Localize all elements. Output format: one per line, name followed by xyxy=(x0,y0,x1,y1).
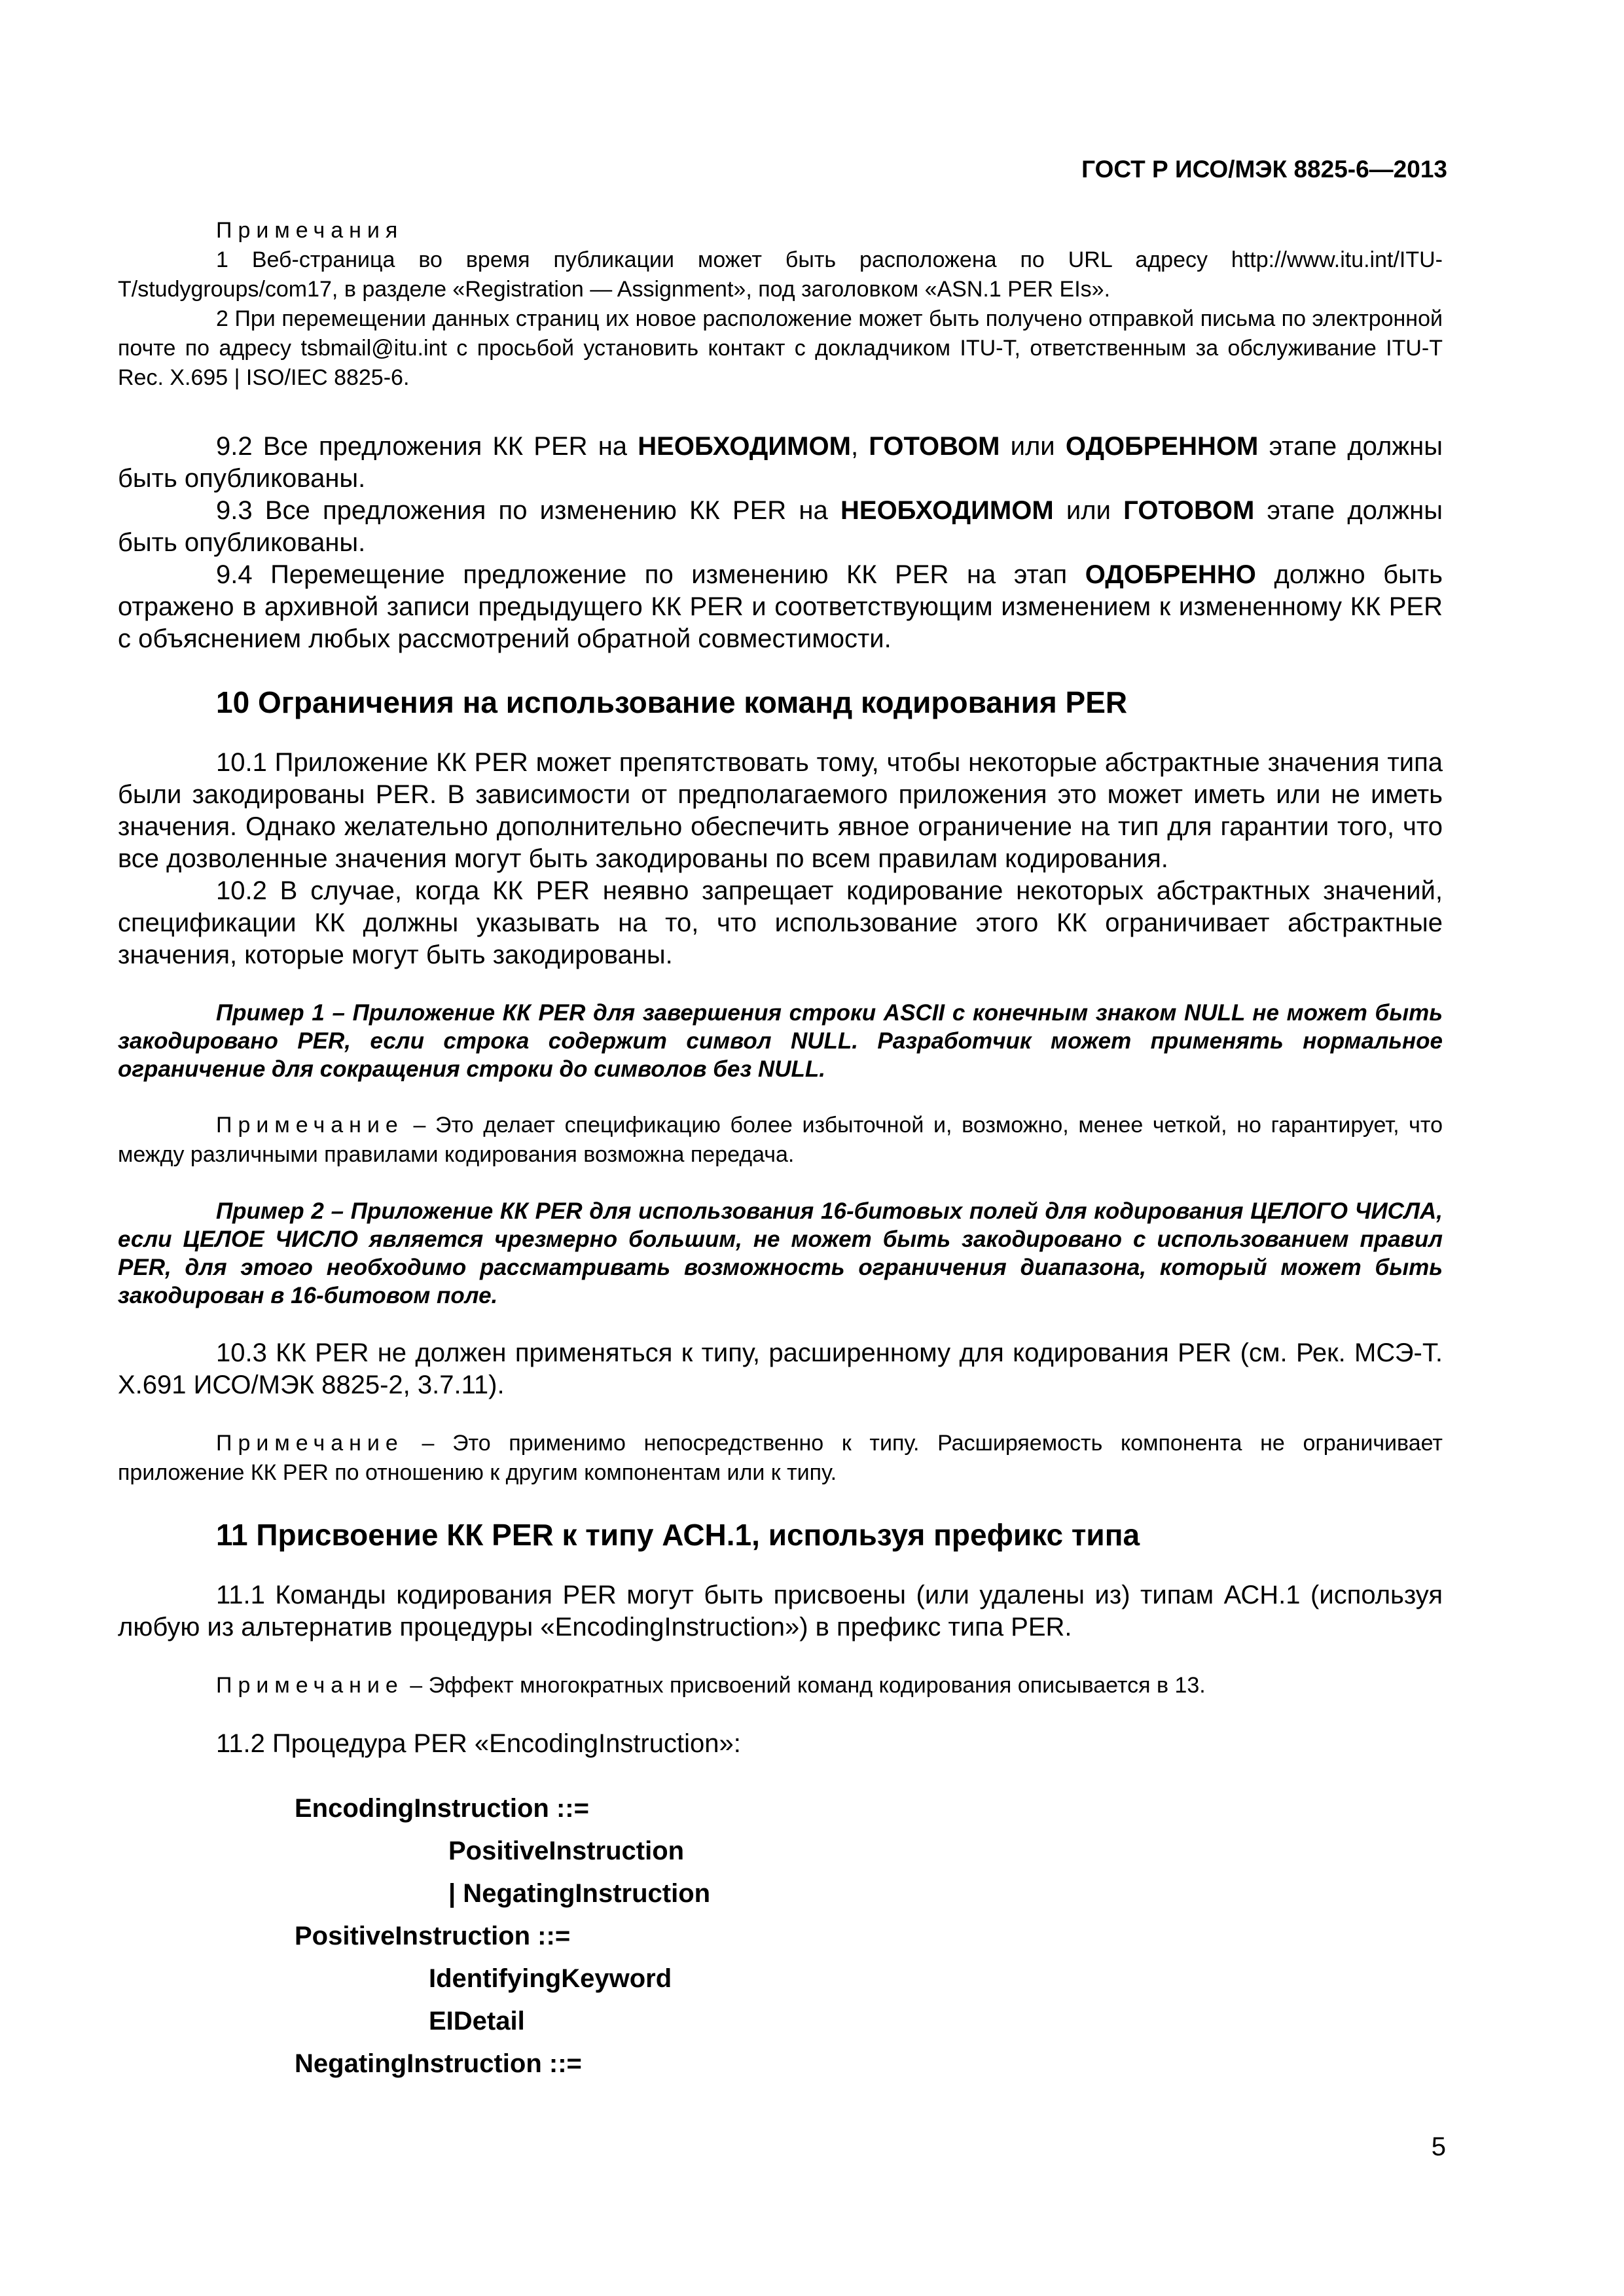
example-1-text: Пример 1 – Приложение КК PER для завершения строки ASCII с конечным знаком NULL не может быть закодировано PER, если строка содержит символ NULL. Разработчик может применять нормальное ограничение для сокращения строки до символов без NULL. xyxy=(118,1000,1443,1082)
asn1-code-block xyxy=(118,1787,1443,2085)
section-11-heading: 11 Присвоение КК PER к типу АСН.1, используя префикс типа xyxy=(216,1518,1140,1552)
page-number: 5 xyxy=(1431,2132,1446,2161)
code-line-3: | NegatingInstruction xyxy=(448,1879,711,1908)
paragraph-9-4: 9.4 Перемещение предложение по изменению КК PER на этап ОДОБРЕННО должно быть отражено в архивной записи предыдущего КК PER и соответствующим изменением к измененному КК PER с объяснением любых рассмотрений обратной совместимости. xyxy=(118,560,1443,653)
note-block-3 xyxy=(118,1429,1443,1488)
code-line-4: PositiveInstruction ::= xyxy=(295,1922,571,1950)
example-1 xyxy=(118,999,1443,1083)
paragraph-10-2: 10.2 В случае, когда КК PER неявно запрещает кодирование некоторых абстрактных значений, спецификации КК должны указывать на то, что использование этого КК ограничивает абстрактные значения, которые могут быть закодированы. xyxy=(118,876,1443,969)
paragraph-11-1-block xyxy=(118,1579,1443,1643)
notes-block-1 xyxy=(118,216,1443,393)
code-line-2: PositiveInstruction xyxy=(448,1837,685,1865)
paragraph-10-3: 10.3 КК PER не должен применяться к типу, расширенному для кодирования PER (см. Рек. МСЭ-Т. Х.691 ИСО/МЭК 8825-2, 3.7.11). xyxy=(118,1338,1443,1399)
paragraph-11-1: 11.1 Команды кодирования PER могут быть присвоены (или удалены из) типам АСН.1 (используя любую из альтернатив процедуры «EncodingInstruction») в префикс типа PER. xyxy=(118,1581,1443,1641)
note-2-text: Примечание – Это делает спецификацию более избыточной и, возможно, менее четкой, но гарантирует, что между различными правилами кодирования возможна передача. xyxy=(118,1113,1443,1167)
page-content xyxy=(118,216,1443,2085)
standard-header: ГОСТ Р ИСО/МЭК 8825-6—2013 xyxy=(1081,156,1447,183)
example-2 xyxy=(118,1197,1443,1310)
code-line-6: EIDetail xyxy=(429,2007,525,2036)
code-line-5: IdentifyingKeyword xyxy=(429,1964,672,1993)
paragraph-11-2-block xyxy=(118,1728,1443,1760)
note-item-1: 1 Веб-страница во время публикации может быть расположена по URL адресу http://www.itu.int/ITU-T/studygroups/com17, в разделе «Registration — Assignment», под заголовком «ASN.1 PER EIs». xyxy=(118,247,1443,302)
section-10-paragraphs xyxy=(118,747,1443,971)
note-4-text: Примечание – Эффект многократных присвоений команд кодирования описывается в 13. xyxy=(216,1673,1206,1698)
code-line-1: EncodingInstruction ::= xyxy=(295,1794,589,1823)
section-9-paragraphs xyxy=(118,431,1443,655)
paragraph-10-1: 10.1 Приложение КК PER может препятствовать тому, чтобы некоторые абстрактные значения типа были закодированы PER. В зависимости от предполагаемого приложения это может иметь или не иметь значения. Однако желательно дополнительно обеспечить явное ограничение на тип для гарантии того, что все дозволенные значения могут быть закодированы по всем правилам кодирования. xyxy=(118,748,1443,873)
paragraph-9-2: 9.2 Все предложения КК PER на НЕОБХОДИМОМ, ГОТОВОМ или ОДОБРЕННОМ этапе должны быть опубликованы. xyxy=(118,432,1443,493)
note-block-4 xyxy=(118,1671,1443,1700)
section-10-heading: 10 Ограничения на использование команд кодирования PER xyxy=(216,685,1128,719)
paragraph-10-3-block xyxy=(118,1337,1443,1401)
notes-label-text: Примечания xyxy=(216,218,404,243)
paragraph-11-2: 11.2 Процедура PER «EncodingInstruction»: xyxy=(216,1729,741,1758)
example-2-text: Пример 2 – Приложение КК PER для использования 16-битовых полей для кодирования ЦЕЛОГО ЧИСЛА, если ЦЕЛОЕ ЧИСЛО является чрезмерно большим, не может быть закодировано с использованием правил PER, для этого необходимо рассматривать возможность ограничения диапазона, который может быть закодирован в 16-битовом поле. xyxy=(118,1198,1443,1308)
paragraph-9-3: 9.3 Все предложения по изменению КК PER на НЕОБХОДИМОМ или ГОТОВОМ этапе должны быть опубликованы. xyxy=(118,496,1443,557)
code-line-7: NegatingInstruction ::= xyxy=(295,2049,582,2078)
note-3-text: Примечание – Это применимо непосредственно к типу. Расширяемость компонента не ограничивает приложение КК PER по отношению к другим компонентам или к типу. xyxy=(118,1431,1443,1485)
note-item-2: 2 При перемещении данных страниц их новое расположение может быть получено отправкой письма по электронной почте по адресу tsbmail@itu.int с просьбой установить контакт с докладчиком ITU-T, ответственным за обслуживание ITU-T Rec. X.695 | ISO/IEC 8825-6. xyxy=(118,306,1443,390)
note-block-2 xyxy=(118,1111,1443,1170)
notes-label xyxy=(118,216,1443,245)
